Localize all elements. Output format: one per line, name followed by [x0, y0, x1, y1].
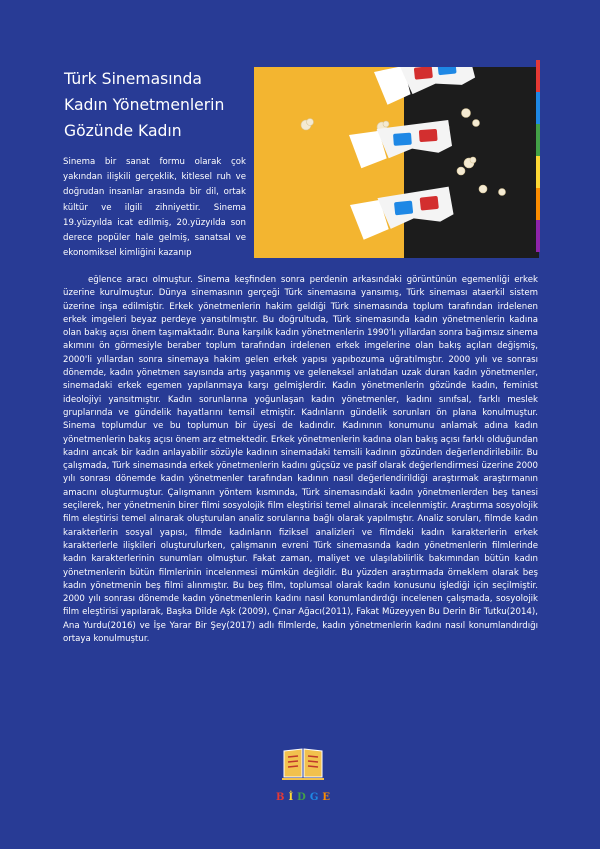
cinema-glasses-photo: [254, 67, 539, 258]
color-stripe: [536, 60, 540, 92]
title-line: Kadın Yönetmenlerin: [64, 96, 225, 114]
color-stripe: [536, 124, 540, 156]
color-stripes: [536, 60, 540, 252]
color-stripe: [536, 188, 540, 220]
logo-wordmark: [276, 792, 330, 803]
color-stripe: [536, 92, 540, 124]
logo-letter: B: [276, 792, 285, 803]
book-logo-icon: [282, 745, 324, 781]
intro-paragraph: Sinema bir sanat formu olarak çok yakından ilişkili gerçeklik, kitlesel ruh ve doğrudan insanlar arasında bir dil, ortak kültür ve ilgili zihniyettir. Sinema 19.yüzyılda icat edilmiş, 20.yüzyılda son derece popüler hale gelmiş, sanatsal ve ekonomiksel kimliğini kazanıp: [63, 157, 246, 259]
title-line: Türk Sinemasında: [64, 70, 202, 88]
logo-letter: E: [322, 792, 330, 803]
body-paragraph: eğlence aracı olmuştur. Sinema keşfinden sonra perdenin arkasındaki görüntünün egemenliği erkek üzerine kurulmuştur. Dünya sinemasının gerçeği Türk sinemasına yansımış, Türk sineması ataerkil sistem üzerine inşa edilmiştir. Erkek yönetmenlerin hakim geldiği Türk sinemasında toplum tarafından irdelenen erkek imgeleri beyaz perdeye yansıtılmıştır. Bu doğrultuda, Türk sinemasında kadın yönetmenlerin kadına olan bakış açısı önem taşımaktadır. Buna karşılık kadın yönetmenlerin 1990'lı yıllardan sonra bağımsız sinema akımını ön görmesiyle beraber toplum tarafından irdelenen erkek imgelerine olan bakış açıları değişmiş, 2000'li yıllardan sonra sinemaya hakim gelen erkek yapısı yapıbozuma uğratılmıştır. 2000 yılı ve sonrası dönemde, kadın yönetmen sayısında artış yaşanmış ve geleneksel anlatıdan uzak duran kadın yönetmenler, sinemadaki erkek egemen yapılanmaya karşı gelmişlerdir. Kadın yönetmenlerin gözünde kadın, feminist ideolojiyi yansıtmıştır. Kadın sorunlarına yoğunlaşan kadın yönetmenler, kadını sınıfsal, farklı meslek gruplarında ve gündelik hayatlarını temsil etmiştir. Kadınların gündelik sorunları ön plana konulmuştur. Sinema toplumdur ve bu toplumun bir üyesi de kadındır. Kadınının konumunu anlamak adına kadın yönetmenlerin bakış açısı önem arz etmektedir. Erkek yönetmenlerin kadına olan bakış açısı farklı olduğundan kadını ancak bir kadın anlayabilir sözüyle kadının sinemadaki temsili kadının gözünden değerlendirilebilir. Bu çalışmada, Türk sinemasında erkek yönetmenlerin kadını güçsüz ve pasif olarak değerlendirmesi üzerine 2000 yılı sonrası dönemde kadın yönetmenler tarafından kadının nasıl değerlendirildiği araştırmak araştırmanın amacını oluşturmuştur. Çalışmanın yöntem kısmında, Türk sinemasındaki kadın yönetmenlerden beş tanesi seçilerek, her yönetmenin birer filmi sosyolojik film eleştirisi temel alınarak incelenmiştir. Araştırma sosyolojik film eleştirisi temel alınarak oluşturulan analiz sorularına bağlı olarak yapılmıştır. Analiz soruları, filmde kadın karakterlerin sosyal yapısı, filmde kadınların fiziksel analizleri ve filmdeki kadın karakterlerin erkek karakterlerle ilişkileri oluşturulurken, çalışmanın evreni Türk sinemasında kadın yönetmenlerin filmlerinde kadın karakterlerinin sunumları olmuştur. Fakat zaman, maliyet ve ulaşılabilirlik bakımından bütün kadın yönetmenlerin bütün filmlerinin incelenmesi mümkün değildir. Bu yüzden araştırmada örneklem olarak beş kadın yönetmenin beş filmi alınmıştır. Bu beş film, toplumsal olarak kadın konusunu işlediği için seçilmiştir. 2000 yılı sonrası dönemde kadın yönetmenlerin kadını nasıl konumlandırdığı incelenen çalışmada, sosyolojik film eleştirisi yapılarak, Başka Dilde Aşk (2009), Çınar Ağacı(2011), Fakat Müzeyyen Bu Derin Bir Tutku(2014), Ana Yurdu(2016) ve İşe Yarar Bir Şey(2017) adlı filmlerde, kadın yönetmenlerin kadını nasıl konumlandırdığı ortaya konulmuştur.: [63, 275, 538, 645]
color-stripe: [536, 156, 540, 188]
page-title: [64, 66, 244, 144]
logo-letter: İ: [288, 792, 294, 803]
color-stripe: [536, 220, 540, 252]
logo-letter: G: [309, 792, 319, 803]
title-line: Gözünde Kadın: [64, 122, 182, 140]
logo-letter: D: [297, 792, 306, 803]
